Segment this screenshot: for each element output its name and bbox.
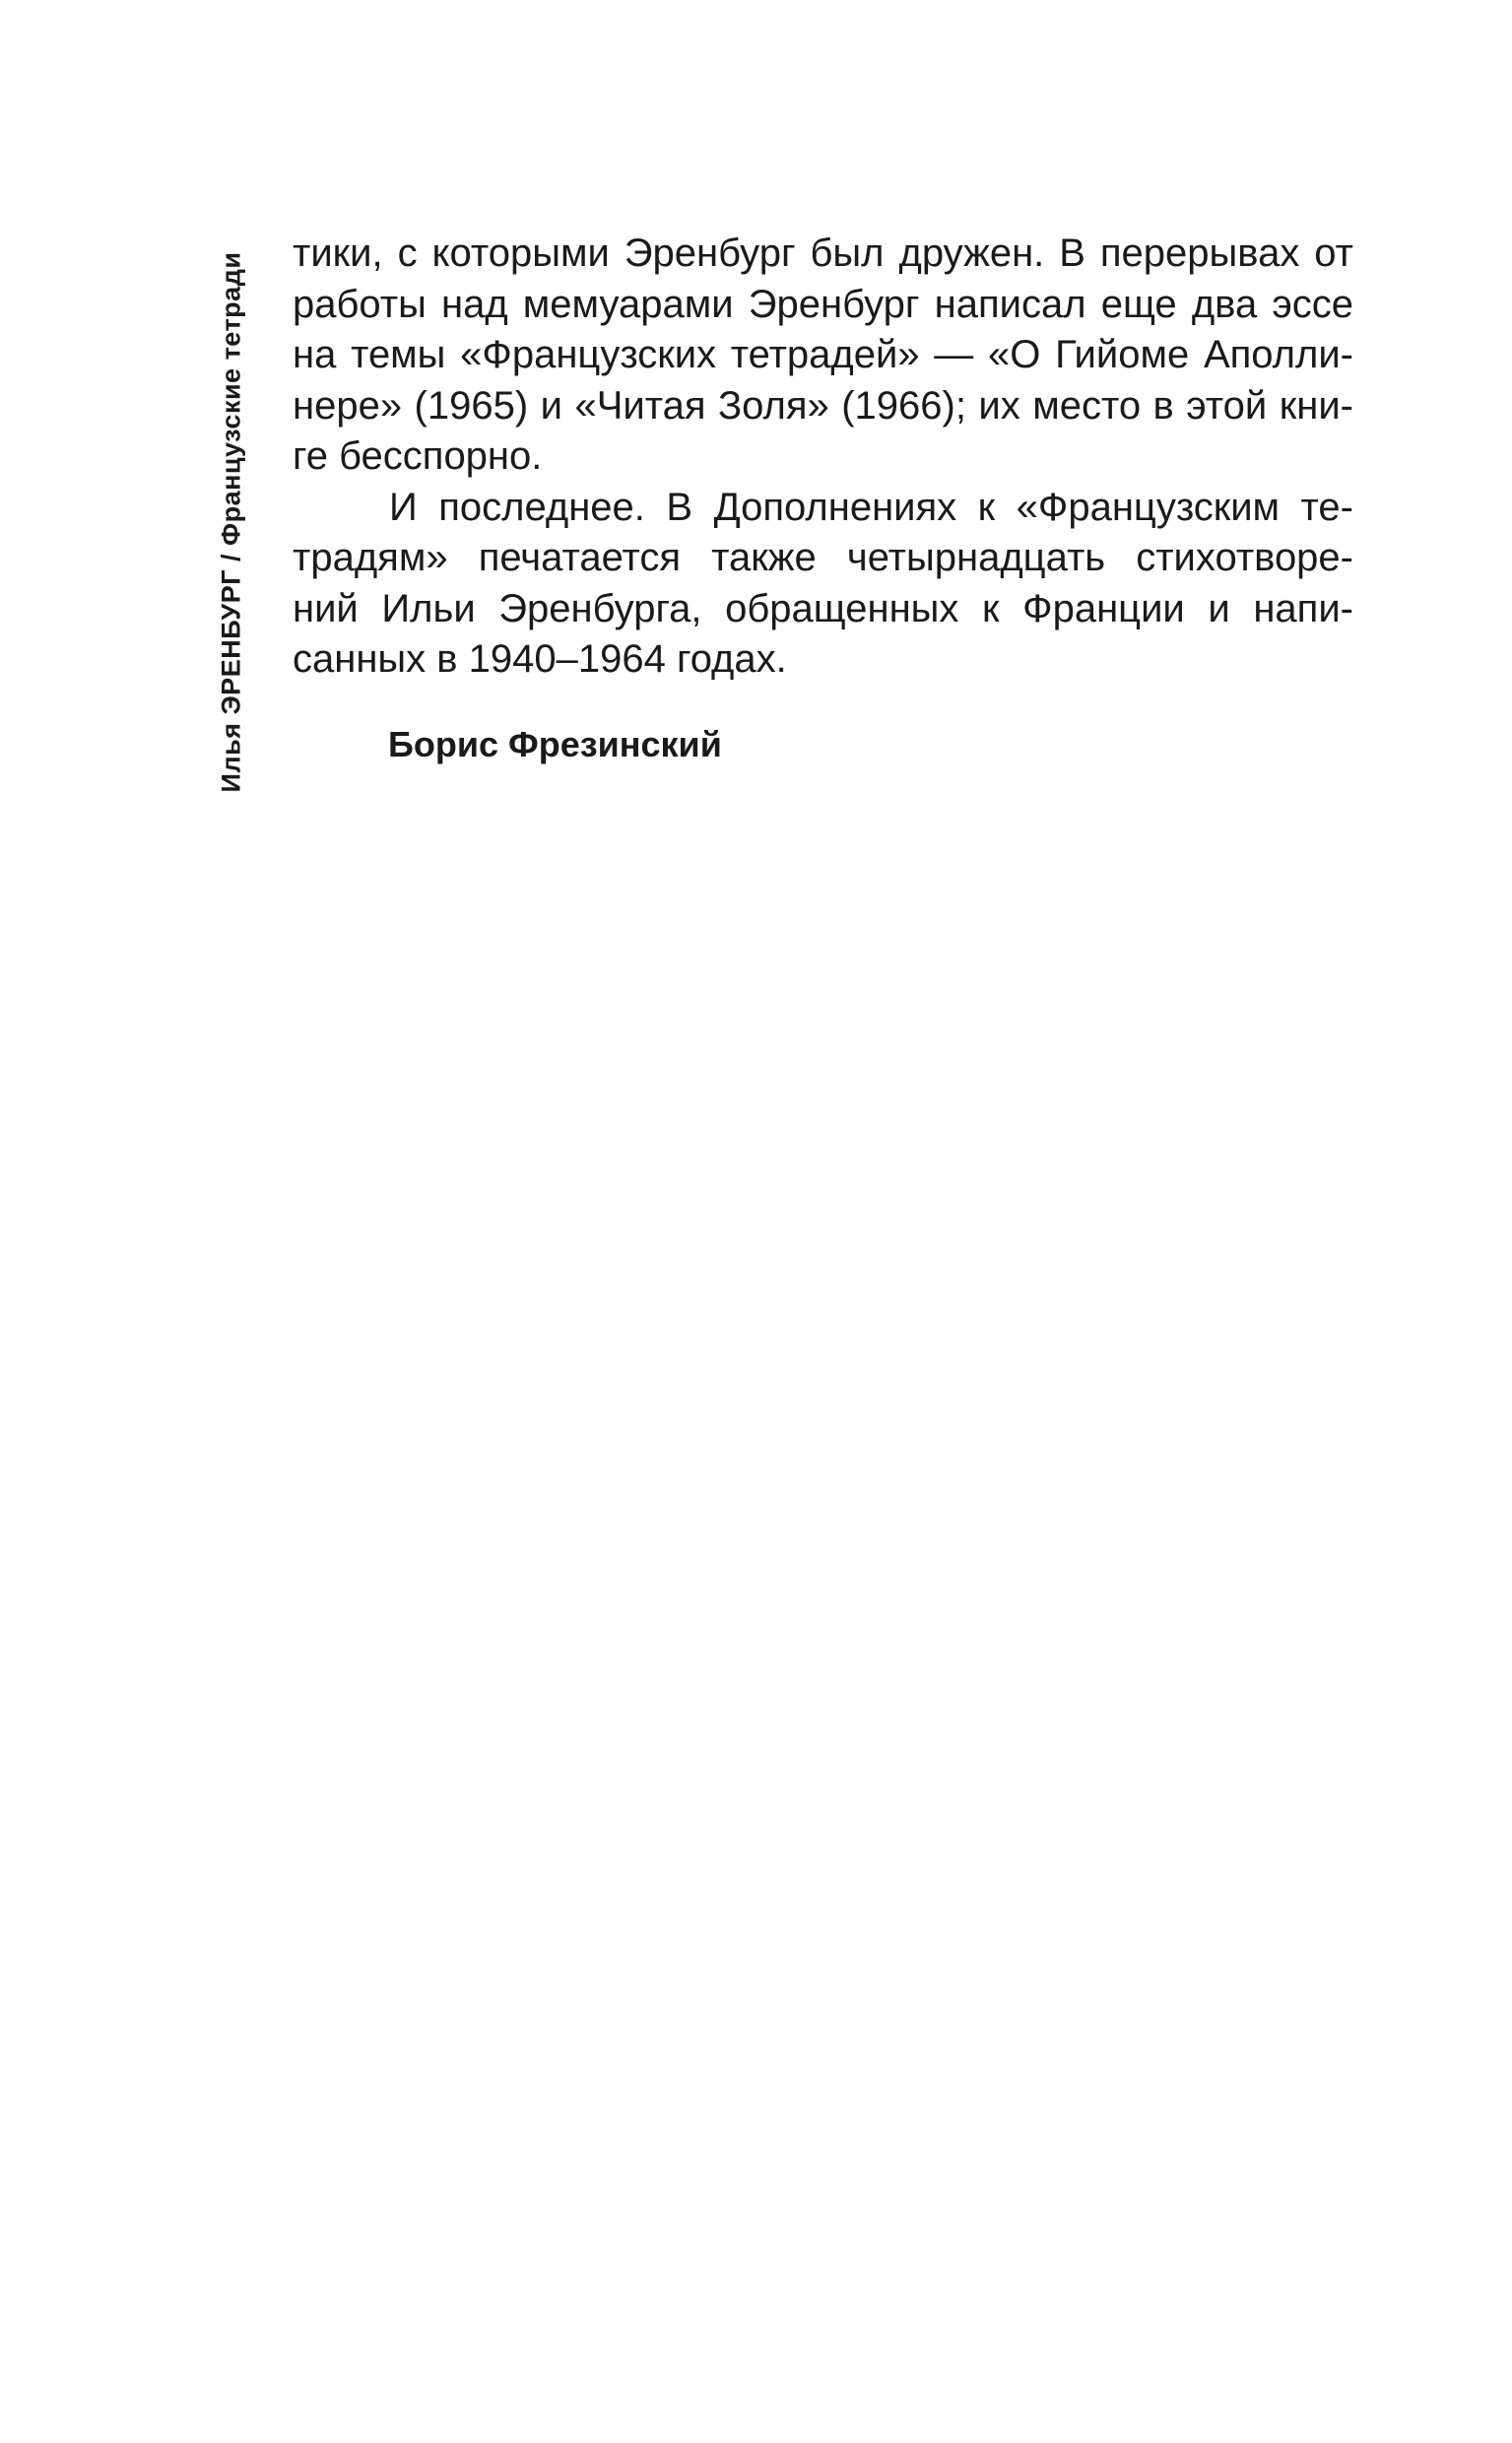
body-text [293,229,1353,686]
text-line: тики, с которыми Эренбург был дружен. В перерывах от [293,231,1353,275]
running-head-title: Французские тетради [216,251,246,546]
signature: Борис Фрезинский [388,724,722,764]
text-line: санных в 1940–1964 годах. [293,637,787,681]
text-line: ге бесспорно. [293,434,543,478]
running-head-author: Илья ЭРЕНБУРГ [216,568,246,793]
running-head-separator: / [216,545,246,569]
text-line: на темы «Французских тетрадей» — «О Гийоме Аполли- [293,333,1353,376]
running-head-text [217,252,247,793]
text-line: работы над мемуарами Эренбург написал еще два эссе [293,282,1353,326]
text-line: И последнее. В Дополнениях к «Французским те- [389,485,1353,529]
text-line: нере» (1965) и «Читая Золя» (1966); их место в этой кни- [293,383,1353,428]
text-line: ний Ильи Эренбурга, обращенных к Франции и напи- [293,586,1353,630]
text-line: традям» печатается также четырнадцать стихотворе- [293,536,1353,579]
running-head [212,222,251,823]
